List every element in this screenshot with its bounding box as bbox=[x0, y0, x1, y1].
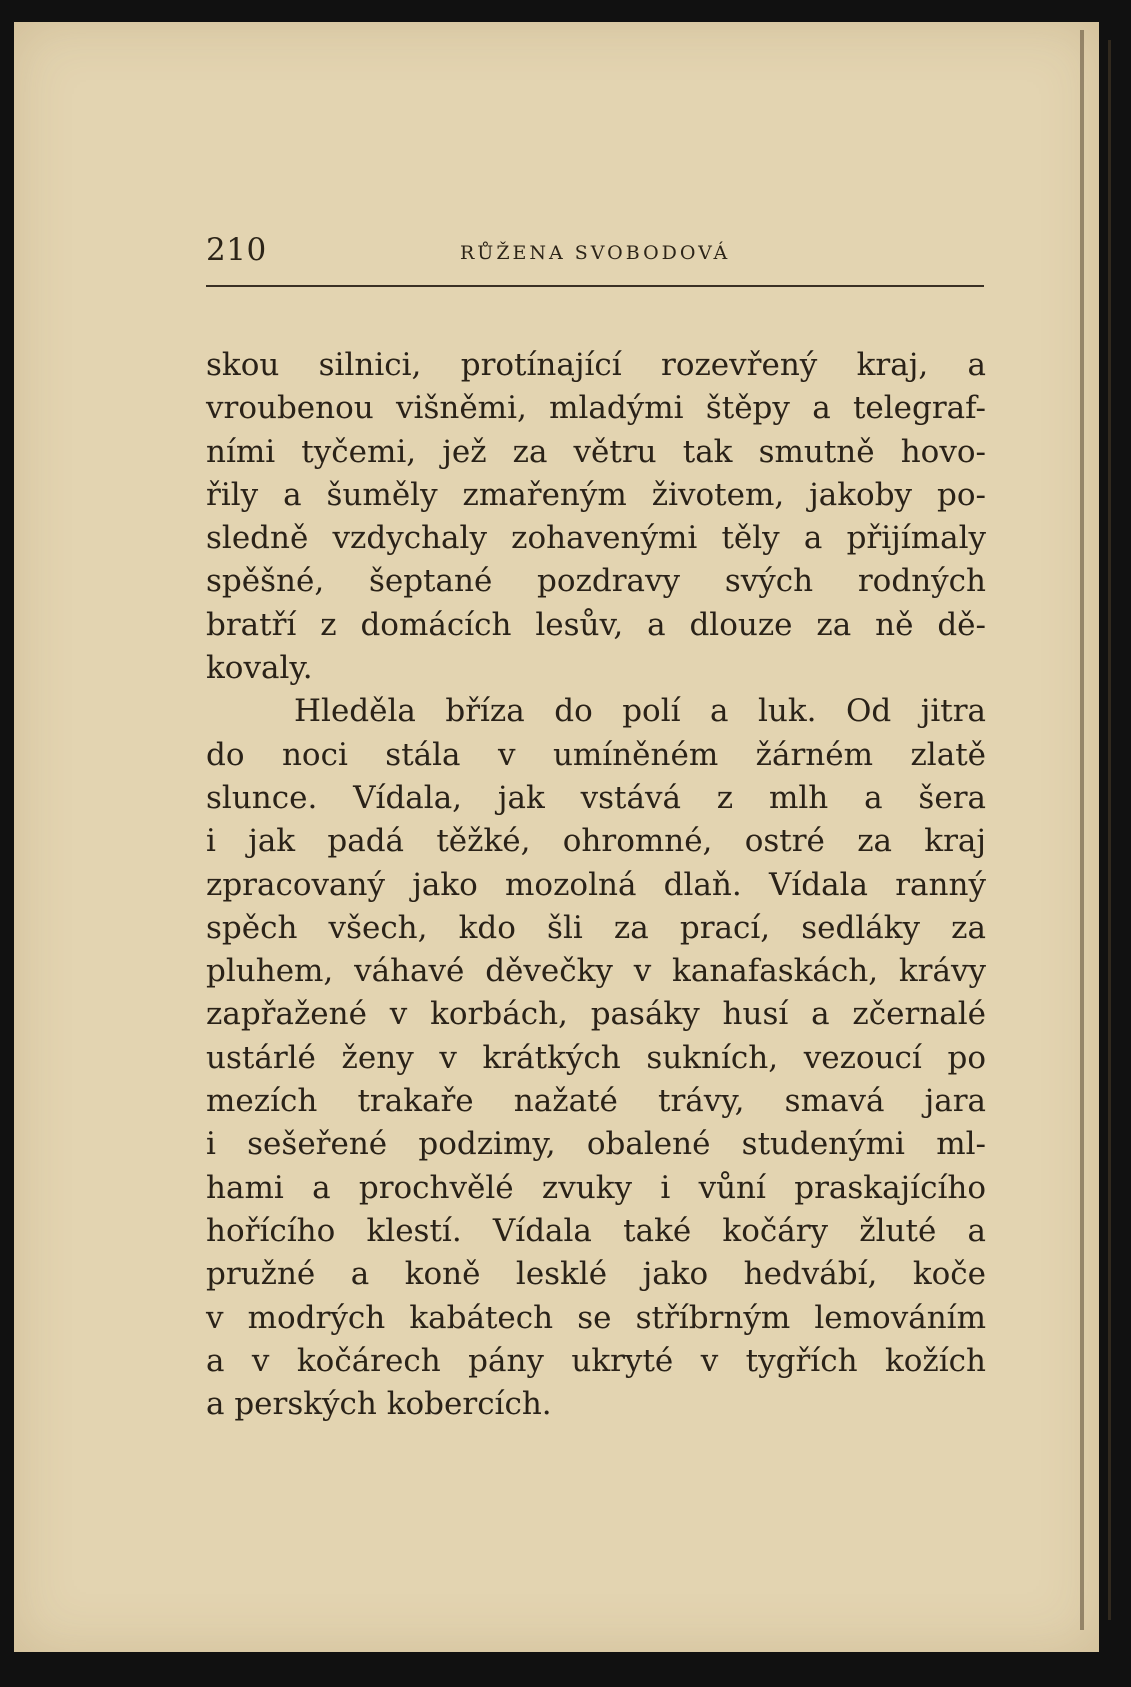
text-line: zapřažené v korbách, pasáky husí a zčernalé bbox=[206, 996, 986, 1033]
text-line: ustárlé ženy v krátkých sukních, vezoucí po bbox=[206, 1039, 986, 1076]
header-rule bbox=[206, 285, 984, 287]
text-line: mezích trakaře nažaté trávy, smavá jara bbox=[206, 1083, 986, 1120]
text-line: i jak padá těžké, ohromné, ostré za kraj bbox=[206, 823, 986, 860]
running-head: RŮŽENA SVOBODOVÁ bbox=[460, 242, 731, 264]
paragraph-first-line: Hleděla bříza do polí a luk. Od jitra bbox=[294, 693, 986, 730]
paragraph-last-line: a perských kobercích. bbox=[206, 1386, 552, 1423]
text-line: do noci stála v umíněném žárném zlatě bbox=[206, 736, 986, 773]
text-line: pružné a koně lesklé jako hedvábí, koče bbox=[206, 1256, 986, 1293]
page-outer-edge bbox=[1108, 40, 1111, 1620]
page-number: 210 bbox=[206, 232, 267, 268]
text-line: hořícího klestí. Vídala také kočáry žluté a bbox=[206, 1212, 986, 1249]
paragraph-last-line: kovaly. bbox=[206, 650, 313, 687]
text-line: řily a šuměly zmařeným životem, jakoby po- bbox=[206, 476, 986, 513]
text-line: skou silnici, protínající rozevřený kraj, a bbox=[206, 347, 986, 383]
text-line: hami a prochvělé zvuky i vůní praskajícího bbox=[206, 1169, 986, 1206]
page-header bbox=[206, 232, 984, 278]
text-line: zpracovaný jako mozolná dlaň. Vídala ranný bbox=[206, 866, 986, 903]
body-text bbox=[206, 344, 986, 1426]
text-line: sledně vzdychaly zohavenými těly a přijímaly bbox=[206, 520, 986, 557]
text-line: v modrých kabátech se stříbrným lemováním bbox=[206, 1299, 986, 1336]
text-line: ními tyčemi, jež za větru tak smutně hovo- bbox=[206, 433, 986, 470]
text-line: i sešeřené podzimy, obalené studenými ml- bbox=[206, 1126, 986, 1163]
text-line: spěšné, šeptané pozdravy svých rodných bbox=[206, 563, 986, 600]
text-line: spěch všech, kdo šli za prací, sedláky za bbox=[206, 909, 986, 946]
text-line: pluhem, váhavé děvečky v kanafaskách, krávy bbox=[206, 953, 986, 990]
text-line: a v kočárech pány ukryté v tygřích kožích bbox=[206, 1342, 986, 1379]
text-line: slunce. Vídala, jak vstává z mlh a šera bbox=[206, 779, 986, 816]
text-line: bratří z domácích lesův, a dlouze za ně dě- bbox=[206, 606, 986, 643]
page-gutter-shadow bbox=[1080, 30, 1084, 1630]
text-line: vroubenou višněmi, mladými štěpy a telegraf- bbox=[206, 390, 986, 427]
